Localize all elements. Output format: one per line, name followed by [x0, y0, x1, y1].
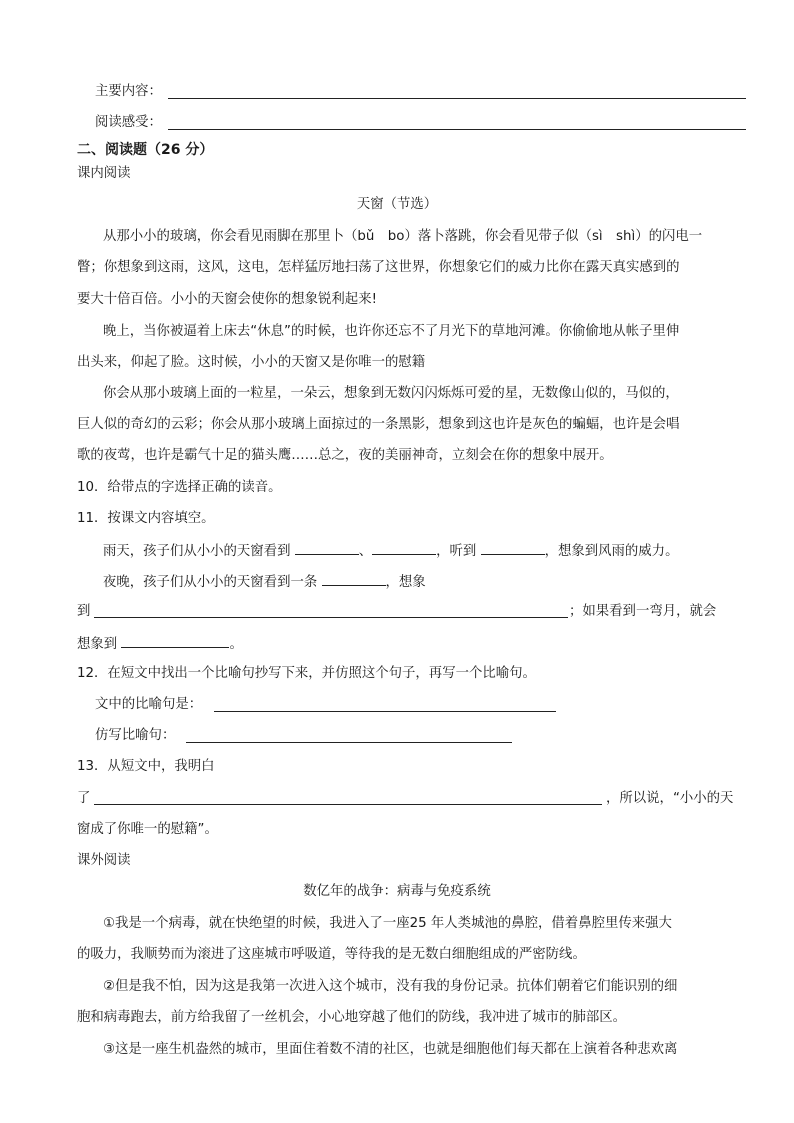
q11-night-text [103, 571, 426, 593]
q13-blank[interactable] [94, 804, 602, 805]
passage2-title: 数亿年的战争：病毒与免疫系统 [303, 884, 491, 899]
passage1-line: 瞥；你想象到这雨，这风，这电，怎样猛厉地扫荡了这世界，你想象它们的威力比你在露天真实感到的 [77, 260, 680, 275]
passage2-line: 的吸力，我顺势而为滚进了这座城市呼吸道，等待我的是无数白细胞组成的严密防线。 [77, 947, 586, 962]
passage1-line: 你会从那小玻璃上面的一粒星，一朵云，想象到无数闪闪烁烁可爱的星，无数像山似的，马似的， [103, 386, 679, 401]
passage1-line: 巨人似的奇幻的云彩；你会从那小玻璃上面掠过的一条黑影，想象到这也许是灰色的蝙蝠，也许是会唱 [77, 417, 680, 432]
q11-night-prefix: 夜晚，孩子们从小小的天窗看到一条 [103, 575, 318, 590]
main-content-blank[interactable] [168, 98, 746, 99]
q11-heard-text: ，听到 [436, 544, 477, 559]
q11-blank-3[interactable] [481, 540, 545, 555]
q11-imagine-text: ，想象 [385, 575, 426, 590]
question-10: 10．给带点的字选择正确的读音。 [77, 480, 282, 495]
reading-feeling-label: 阅读感受： [95, 115, 162, 130]
q11-imagine-to [77, 633, 243, 655]
out-class-reading-label: 课外阅读 [77, 853, 131, 868]
in-class-reading-label: 课内阅读 [77, 166, 131, 181]
reading-feeling-blank[interactable] [168, 129, 746, 130]
q13-conclusion: 窗成了你唯一的慰籍”。 [77, 822, 218, 837]
section-heading: 二、阅读题（26 分） [77, 142, 214, 158]
q11-blank-4[interactable] [322, 571, 386, 586]
passage1-line: 从那小小的玻璃，你会看见雨脚在那里卜（bǔ bo）落卜落跳，你会看见带子似（sì shì）的闪电一 [103, 229, 703, 244]
question-13: 13．从短文中，我明白 [77, 759, 215, 774]
passage1-line: 晚上，当你被逼着上床去“休息”的时候，也许你还忘不了月光下的草地河滩。你偷偷地从帐子里伸 [103, 324, 680, 339]
q11-rainy-day-text [103, 540, 678, 562]
passage1-line: 出头来，仰起了脸。这时候，小小的天窗又是你唯一的慰籍 [77, 355, 426, 370]
passage2-line: ③这是一座生机盎然的城市，里面住着数不清的社区，也就是细胞他们每天都在上演着各种悲欢离 [103, 1042, 678, 1057]
q11-moon-text: ；如果看到一弯月，就会 [569, 604, 717, 619]
q11-blank-2[interactable] [372, 540, 436, 555]
q13-le-label: 了 [77, 791, 91, 806]
passage2-line: 胞和病毒跑去，前方给我留了一丝机会，小心地穿越了他们的防线，我冲进了城市的肺部区。 [77, 1010, 627, 1025]
q11-blank-1[interactable] [295, 540, 359, 555]
q11-blank-6[interactable] [121, 633, 229, 648]
q11-separator: 、 [358, 544, 373, 559]
passage1-line: 要大十倍百倍。小小的天窗会使你的想象锐利起来! [77, 292, 377, 307]
question-12: 12．在短文中找出一个比喻句抄写下来，并仿照这个句子，再写一个比喻句。 [77, 666, 536, 681]
q12-simile-blank[interactable] [214, 711, 556, 712]
passage1-line: 歌的夜莺，也许是霸气十足的猫头鹰……总之，夜的美丽神奇，立刻会在你的想象中展开。 [77, 448, 613, 463]
question-11: 11．按课文内容填空。 [77, 511, 215, 526]
q12-imitate-label: 仿写比喻句： [95, 728, 176, 743]
passage2-line: ②但是我不怕，因为这是我第一次进入这个城市，没有我的身份记录。抗体们朝着它们能识别的细 [103, 979, 678, 994]
q11-rainy-prefix: 雨天，孩子们从小小的天窗看到 [103, 544, 291, 559]
q11-imagine-to-label: 想象到 [77, 637, 118, 652]
main-content-label: 主要内容： [95, 84, 162, 99]
q11-rainy-suffix: ，想象到风雨的威力。 [544, 544, 679, 559]
q11-end-mark: 。 [229, 637, 243, 652]
q13-so-text: ，所以说，“小小的天 [606, 791, 734, 806]
q12-imitate-blank[interactable] [186, 742, 512, 743]
q12-simile-label: 文中的比喻句是： [95, 697, 203, 712]
q11-blank-5[interactable] [94, 617, 568, 618]
passage2-line: ①我是一个病毒，就在快绝望的时候，我进入了一座25 年人类城池的鼻腔，借着鼻腔里传来强大 [103, 916, 672, 931]
q11-to-label: 到 [77, 604, 91, 619]
passage1-title: 天窗（节选） [356, 197, 438, 212]
